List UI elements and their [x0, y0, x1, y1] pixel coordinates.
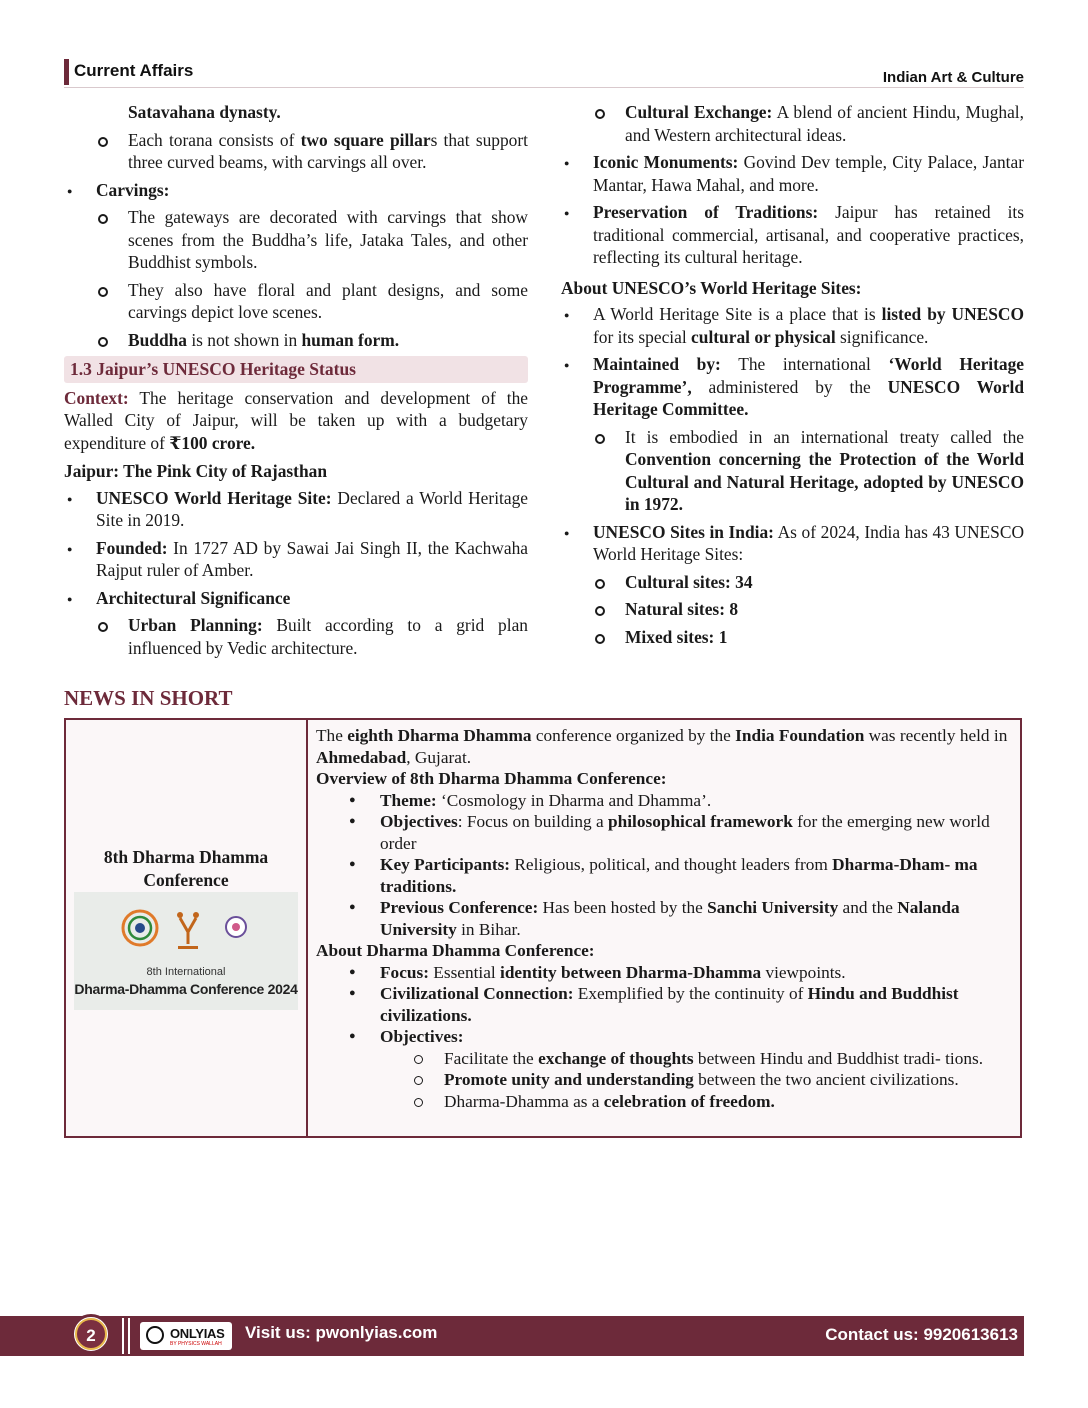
- list-item: ● Civilizational Connection: Exemplified by the continuity of Hindu and Buddhist civilizations.: [316, 983, 1016, 1026]
- list-item: ● UNESCO Sites in India: As of 2024, India has 43 UNESCO World Heritage Sites:: [561, 521, 1024, 566]
- conference-image-caption: 8th International: [146, 966, 226, 978]
- list-item: ● Key Participants: Religious, political, and thought leaders from Dharma-Dham- ma traditions.: [316, 854, 1016, 897]
- header-subject: Indian Art & Culture: [882, 69, 1024, 86]
- news-subheading: About Dharma Dhamma Conference:: [316, 941, 595, 960]
- list-item: ● Architectural Significance: [64, 587, 528, 610]
- list-item: ● A World Heritage Site is a place that is listed by UNESCO for its special cultural or physical significance.: [561, 303, 1024, 348]
- news-detail-cell: [316, 725, 1016, 1112]
- news-subheading: Overview of 8th Dharma Dhamma Conference:: [316, 769, 667, 788]
- news-table: [64, 718, 1022, 1138]
- conference-logos-icon: [74, 892, 298, 962]
- logo-text: ONLYIAS: [170, 1326, 225, 1341]
- list-item: Cultural Exchange: A blend of ancient Hindu, Mughal, and Western architectural ideas.: [561, 101, 1024, 146]
- list-item: ● Previous Conference: Has been hosted by the Sanchi University and the Nalanda University in Bihar.: [316, 897, 1016, 940]
- list-item: ● Iconic Monuments: Govind Dev temple, City Palace, Jantar Mantar, Hawa Mahal, and more.: [561, 151, 1024, 196]
- continued-text: Satavahana dynasty.: [128, 102, 281, 122]
- list-item: Promote unity and understanding between the two ancient civilizations.: [316, 1069, 1016, 1091]
- conference-image-title: Dharma-Dhamma Conference 2024: [74, 981, 298, 997]
- list-item: ● Focus: Essential identity between Dharma-Dhamma viewpoints.: [316, 962, 1016, 984]
- list-item: Buddha is not shown in human form.: [64, 329, 528, 352]
- context-paragraph: Context: The heritage conservation and development of the Walled City of Jaipur, will be taken up with a budgetary expenditure of ₹100 crore.: [64, 387, 528, 453]
- logo-subtext: BY PHYSICS WALLAH: [170, 1341, 222, 1347]
- footer-divider: [128, 1318, 130, 1354]
- page-number: 2: [75, 1318, 107, 1350]
- list-item: ● UNESCO World Heritage Site: Declared a World Heritage Site in 2019.: [64, 487, 528, 532]
- list-item: Cultural sites: 34: [561, 571, 1024, 594]
- news-topic-cell: [66, 720, 308, 1136]
- list-item: They also have floral and plant designs, and some carvings depict love scenes.: [64, 279, 528, 324]
- pw-logo-icon: [146, 1326, 164, 1344]
- list-item: ● Theme: ‘Cosmology in Dharma and Dhamma’.: [316, 790, 1016, 812]
- section-heading: 1.3 Jaipur’s UNESCO Heritage Status: [64, 356, 528, 383]
- footer-divider: [122, 1318, 124, 1354]
- visit-link[interactable]: Visit us: pwonlyias.com: [245, 1323, 438, 1342]
- news-intro: The eighth Dharma Dhamma conference organized by the India Foundation was recently held in Ahmedabad, Gujarat.: [316, 726, 1008, 767]
- onlyias-logo[interactable]: [140, 1322, 232, 1350]
- list-item: It is embodied in an international treaty called the Convention concerning the Protection of the World Cultural and Natural Heritage, adopted by UNESCO in 1972.: [561, 426, 1024, 516]
- subheading: Jaipur: The Pink City of Rajasthan: [64, 461, 327, 481]
- list-item: ● Objectives:: [316, 1026, 1016, 1048]
- list-item: Natural sites: 8: [561, 598, 1024, 621]
- subheading: About UNESCO’s World Heritage Sites:: [561, 277, 862, 298]
- right-column: [561, 101, 1024, 653]
- news-topic-title: 8th Dharma Dhamma Conference: [103, 847, 269, 890]
- list-item: Mixed sites: 1: [561, 626, 1024, 649]
- contact-number[interactable]: Contact us: 9920613613: [825, 1325, 1018, 1344]
- news-heading: NEWS IN SHORT: [64, 686, 233, 710]
- left-column: [64, 101, 528, 664]
- header-title: Current Affairs: [74, 61, 194, 80]
- list-item: The gateways are decorated with carvings that show scenes from the Buddha’s life, Jataka Tales, and other Buddhist symbols.: [64, 206, 528, 274]
- list-item: Urban Planning: Built according to a grid plan influenced by Vedic architecture.: [64, 614, 528, 659]
- list-item: ● Carvings:: [64, 179, 528, 202]
- list-item: Facilitate the exchange of thoughts between Hindu and Buddhist tradi- tions.: [316, 1048, 1016, 1070]
- header-divider: [64, 87, 1024, 88]
- list-item: Dharma-Dhamma as a celebration of freedom.: [316, 1091, 1016, 1113]
- list-item: ● Objectives: Focus on building a philosophical framework for the emerging new world order: [316, 811, 1016, 854]
- header-accent-bar: [64, 59, 69, 85]
- list-item: Each torana consists of two square pillars that support three curved beams, with carvings all over.: [64, 129, 528, 174]
- conference-image: [74, 892, 298, 1010]
- list-item: ● Preservation of Traditions: Jaipur has retained its traditional commercial, artisanal, and cooperative practices, reflecting its cultural heritage.: [561, 201, 1024, 269]
- list-item: ● Maintained by: The international ‘World Heritage Programme’, administered by the UNESCO World Heritage Committee.: [561, 353, 1024, 421]
- list-item: ● Founded: In 1727 AD by Sawai Jai Singh II, the Kachwaha Rajput ruler of Amber.: [64, 537, 528, 582]
